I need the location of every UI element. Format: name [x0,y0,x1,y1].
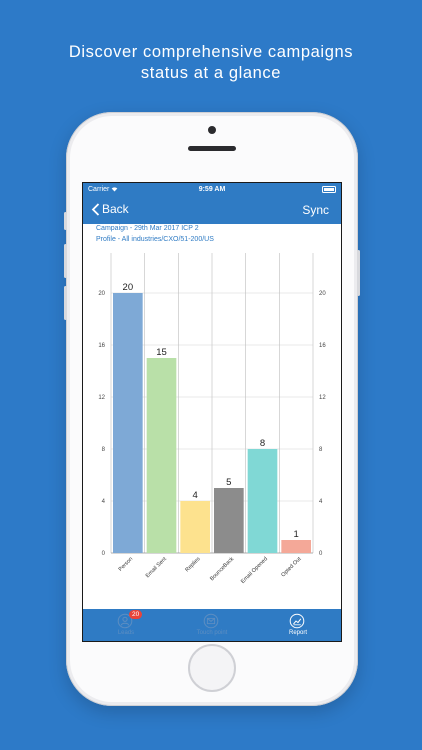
y-tick-label-left-1: 4 [101,499,105,505]
y-tick-label-right-2: 8 [319,447,323,453]
mail-icon [203,613,219,629]
battery-icon [322,186,336,193]
mute-switch [64,212,67,230]
tab-touch-point[interactable] [169,609,255,641]
bar-2 [180,501,210,553]
navigation-bar [83,197,341,224]
bar-4 [248,449,278,553]
y-tick-label-left-5: 20 [98,291,105,297]
tab-report[interactable] [255,609,341,641]
bar-value-label-3: 5 [226,477,232,488]
bar-0 [113,293,143,553]
x-tick-label-3: BounceBack [209,556,236,583]
volume-down-button [64,286,67,320]
y-tick-label-right-4: 16 [319,343,326,349]
y-tick-label-right-5: 20 [319,291,326,297]
x-tick-label-2: Replies [184,556,202,574]
tab-leads[interactable] [83,609,169,641]
home-button[interactable] [188,644,236,692]
front-camera [208,126,216,134]
back-label: Back [102,202,129,216]
y-tick-label-left-0: 0 [101,551,105,557]
back-button[interactable] [91,202,129,216]
bar-1 [147,358,177,553]
tab-report-label: Report [288,630,307,636]
tab-touch-point-label: Touch point [196,630,228,636]
tab-leads-label: Leads [117,630,135,636]
x-tick-label-0: Person [117,556,135,573]
power-button [357,250,360,296]
y-tick-label-right-1: 4 [319,499,323,505]
headline-line-2: status at a glance [140,64,282,82]
headline-line-1: Discover comprehensive campaigns [68,43,354,61]
phone-frame [66,112,358,706]
earpiece-speaker [188,146,236,151]
campaign-label: Campaign - 29th Mar 2017 ICP 2 [96,225,199,232]
volume-up-button [64,244,67,278]
bar-value-label-2: 4 [192,490,198,501]
sync-button[interactable]: Sync [302,203,329,217]
leads-badge: 20 [129,610,142,619]
y-tick-label-left-3: 12 [98,395,105,401]
carrier-text: Carrier [88,186,110,193]
report-bar-chart [83,247,341,607]
y-tick-label-left-4: 16 [98,343,105,349]
y-tick-label-left-2: 8 [101,447,105,453]
x-tick-label-5: Opted Out [280,556,303,579]
status-time: 9:59 AM [198,185,226,193]
profile-label: Profile - All industries/CXO/51-200/US [96,236,214,243]
status-bar [83,183,341,197]
bar-value-label-0: 20 [122,282,134,293]
y-tick-label-right-0: 0 [319,551,323,557]
chevron-left-icon [91,203,100,216]
bar-value-label-1: 15 [156,347,167,358]
chart-icon [289,613,305,629]
bar-value-label-5: 1 [293,529,299,540]
x-tick-label-1: Email Sent [144,556,168,580]
bar-value-label-4: 8 [259,438,266,449]
bar-3 [214,488,244,553]
y-tick-label-right-3: 12 [319,395,326,401]
bar-5 [281,540,311,553]
tab-bar [83,609,341,641]
x-tick-label-4: Email Opened [240,556,269,586]
app-screen [82,182,342,642]
headline [0,42,422,84]
